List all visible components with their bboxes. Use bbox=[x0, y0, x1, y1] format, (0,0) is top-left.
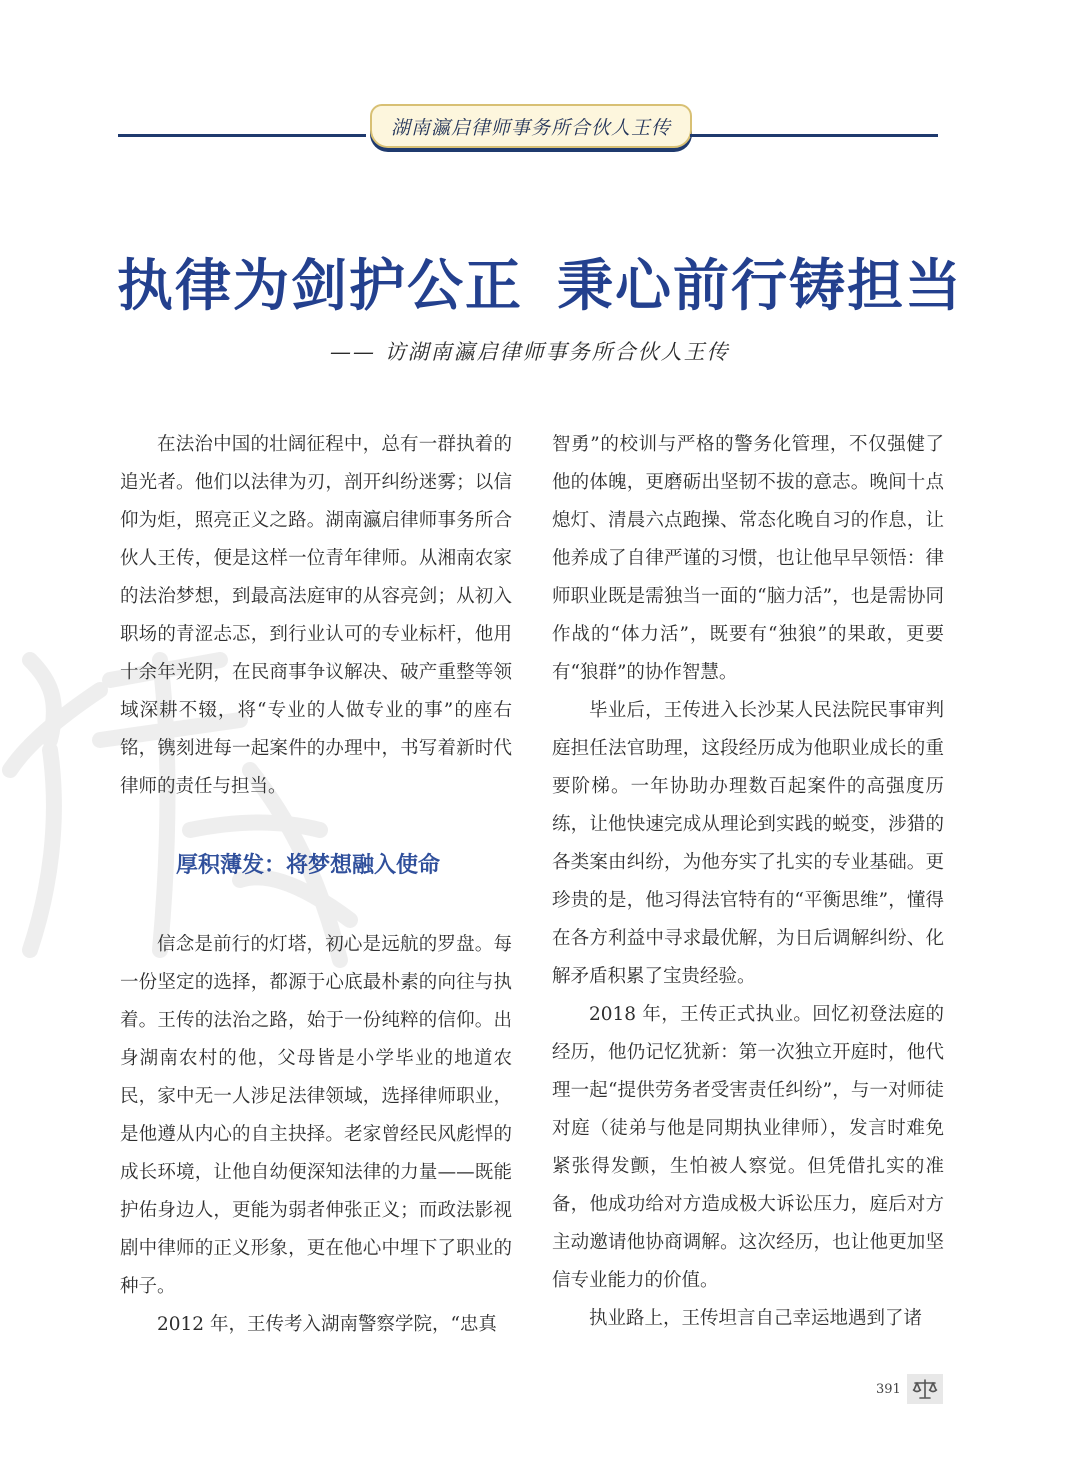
paragraph: 在法治中国的壮阔征程中，总有一群执着的追光者。他们以法律为刃，剖开纠纷迷雾；以信仰为炬，照亮正义之路。湖南瀛启律师事务所合伙人王传，便是这样一位青年律师。从湘南农家的法治梦想，到最高法庭审的从容亮剑；从初入职场的青涩忐忑，到行业认可的专业标杆，他用十余年光阴，在民商事争议解决、破产重整等领域深耕不辍，将“专业的人做专业的事”的座右铭，镌刻进每一起案件的办理中，书写着新时代律师的责任与担当。 bbox=[120, 434, 512, 797]
header-tab-label: 湖南瀛启律师事务所合伙人王传 bbox=[390, 116, 671, 139]
header-rule-left bbox=[118, 134, 366, 137]
scales-of-justice-icon bbox=[907, 1374, 943, 1404]
page-number: 391 bbox=[876, 1381, 901, 1397]
title-part-1: 执律为剑护公正 bbox=[117, 253, 523, 319]
section-heading: 厚积薄发：将梦想融入使命 bbox=[176, 853, 441, 878]
header-rule-right bbox=[690, 134, 938, 137]
page-footer bbox=[876, 1374, 943, 1404]
paragraph: 信念是前行的灯塔，初心是远航的罗盘。每一份坚定的选择，都源于心底最朴素的向往与执着。王传的法治之路，始于一份纯粹的信仰。出身湖南农村的他，父母皆是小学毕业的地道农民，家中无一人涉足法律领域，选择律师职业，是他遵从内心的自主抉择。老家曾经民风彪悍的成长环境，让他自幼便深知法律的力量——既能护佑身边人，更能为弱者伸张正义；而政法影视剧中律师的正义形象，更在他心中埋下了职业的种子。 bbox=[120, 934, 512, 1297]
left-column bbox=[120, 426, 512, 1344]
paragraph: 2012 年，王传考入湖南警察学院，“忠真 bbox=[157, 1314, 497, 1335]
paragraph: 2018 年，王传正式执业。回忆初登法庭的经历，他仍记忆犹新：第一次独立开庭时，他代理一起“提供劳务者受害责任纠纷”，与一对师徒对庭（徒弟与他是同期执业律师），发言时难免紧张得发颤，生怕被人察觉。但凭借扎实的准备，他成功给对方造成极大诉讼压力，庭后对方主动邀请他协商调解。这次经历，也让他更加坚信专业能力的价值。 bbox=[552, 1004, 944, 1291]
right-column bbox=[552, 426, 944, 1338]
paragraph: 执业路上，王传坦言自己幸运地遇到了诸 bbox=[589, 1308, 923, 1329]
title-part-2: 秉心前行铸担当 bbox=[557, 253, 963, 319]
article-title bbox=[0, 242, 1080, 322]
header-tab bbox=[370, 104, 692, 148]
header-banner bbox=[118, 104, 938, 148]
paragraph: 毕业后，王传进入长沙某人民法院民事审判庭担任法官助理，这段经历成为他职业成长的重要阶梯。一年协助办理数百起案件的高强度历练，让他快速完成从理论到实践的蜕变，涉猎的各类案由纠纷，为他夯实了扎实的专业基础。更珍贵的是，他习得法官特有的“平衡思维”，懂得在各方利益中寻求最优解，为日后调解纠纷、化解矛盾积累了宝贵经验。 bbox=[552, 700, 944, 987]
paragraph-continued: 智勇”的校训与严格的警务化管理，不仅强健了他的体魄，更磨砺出坚韧不拔的意志。晚间十点熄灯、清晨六点跑操、常态化晚自习的作息，让他养成了自律严谨的习惯，也让他早早领悟：律师职业既是需独当一面的“脑力活”，也是需协同作战的“体力活”，既要有“独狼”的果敢，更要有“狼群”的协作智慧。 bbox=[552, 434, 944, 683]
article-subtitle: —— 访湖南瀛启律师事务所合伙人王传 bbox=[330, 340, 730, 364]
